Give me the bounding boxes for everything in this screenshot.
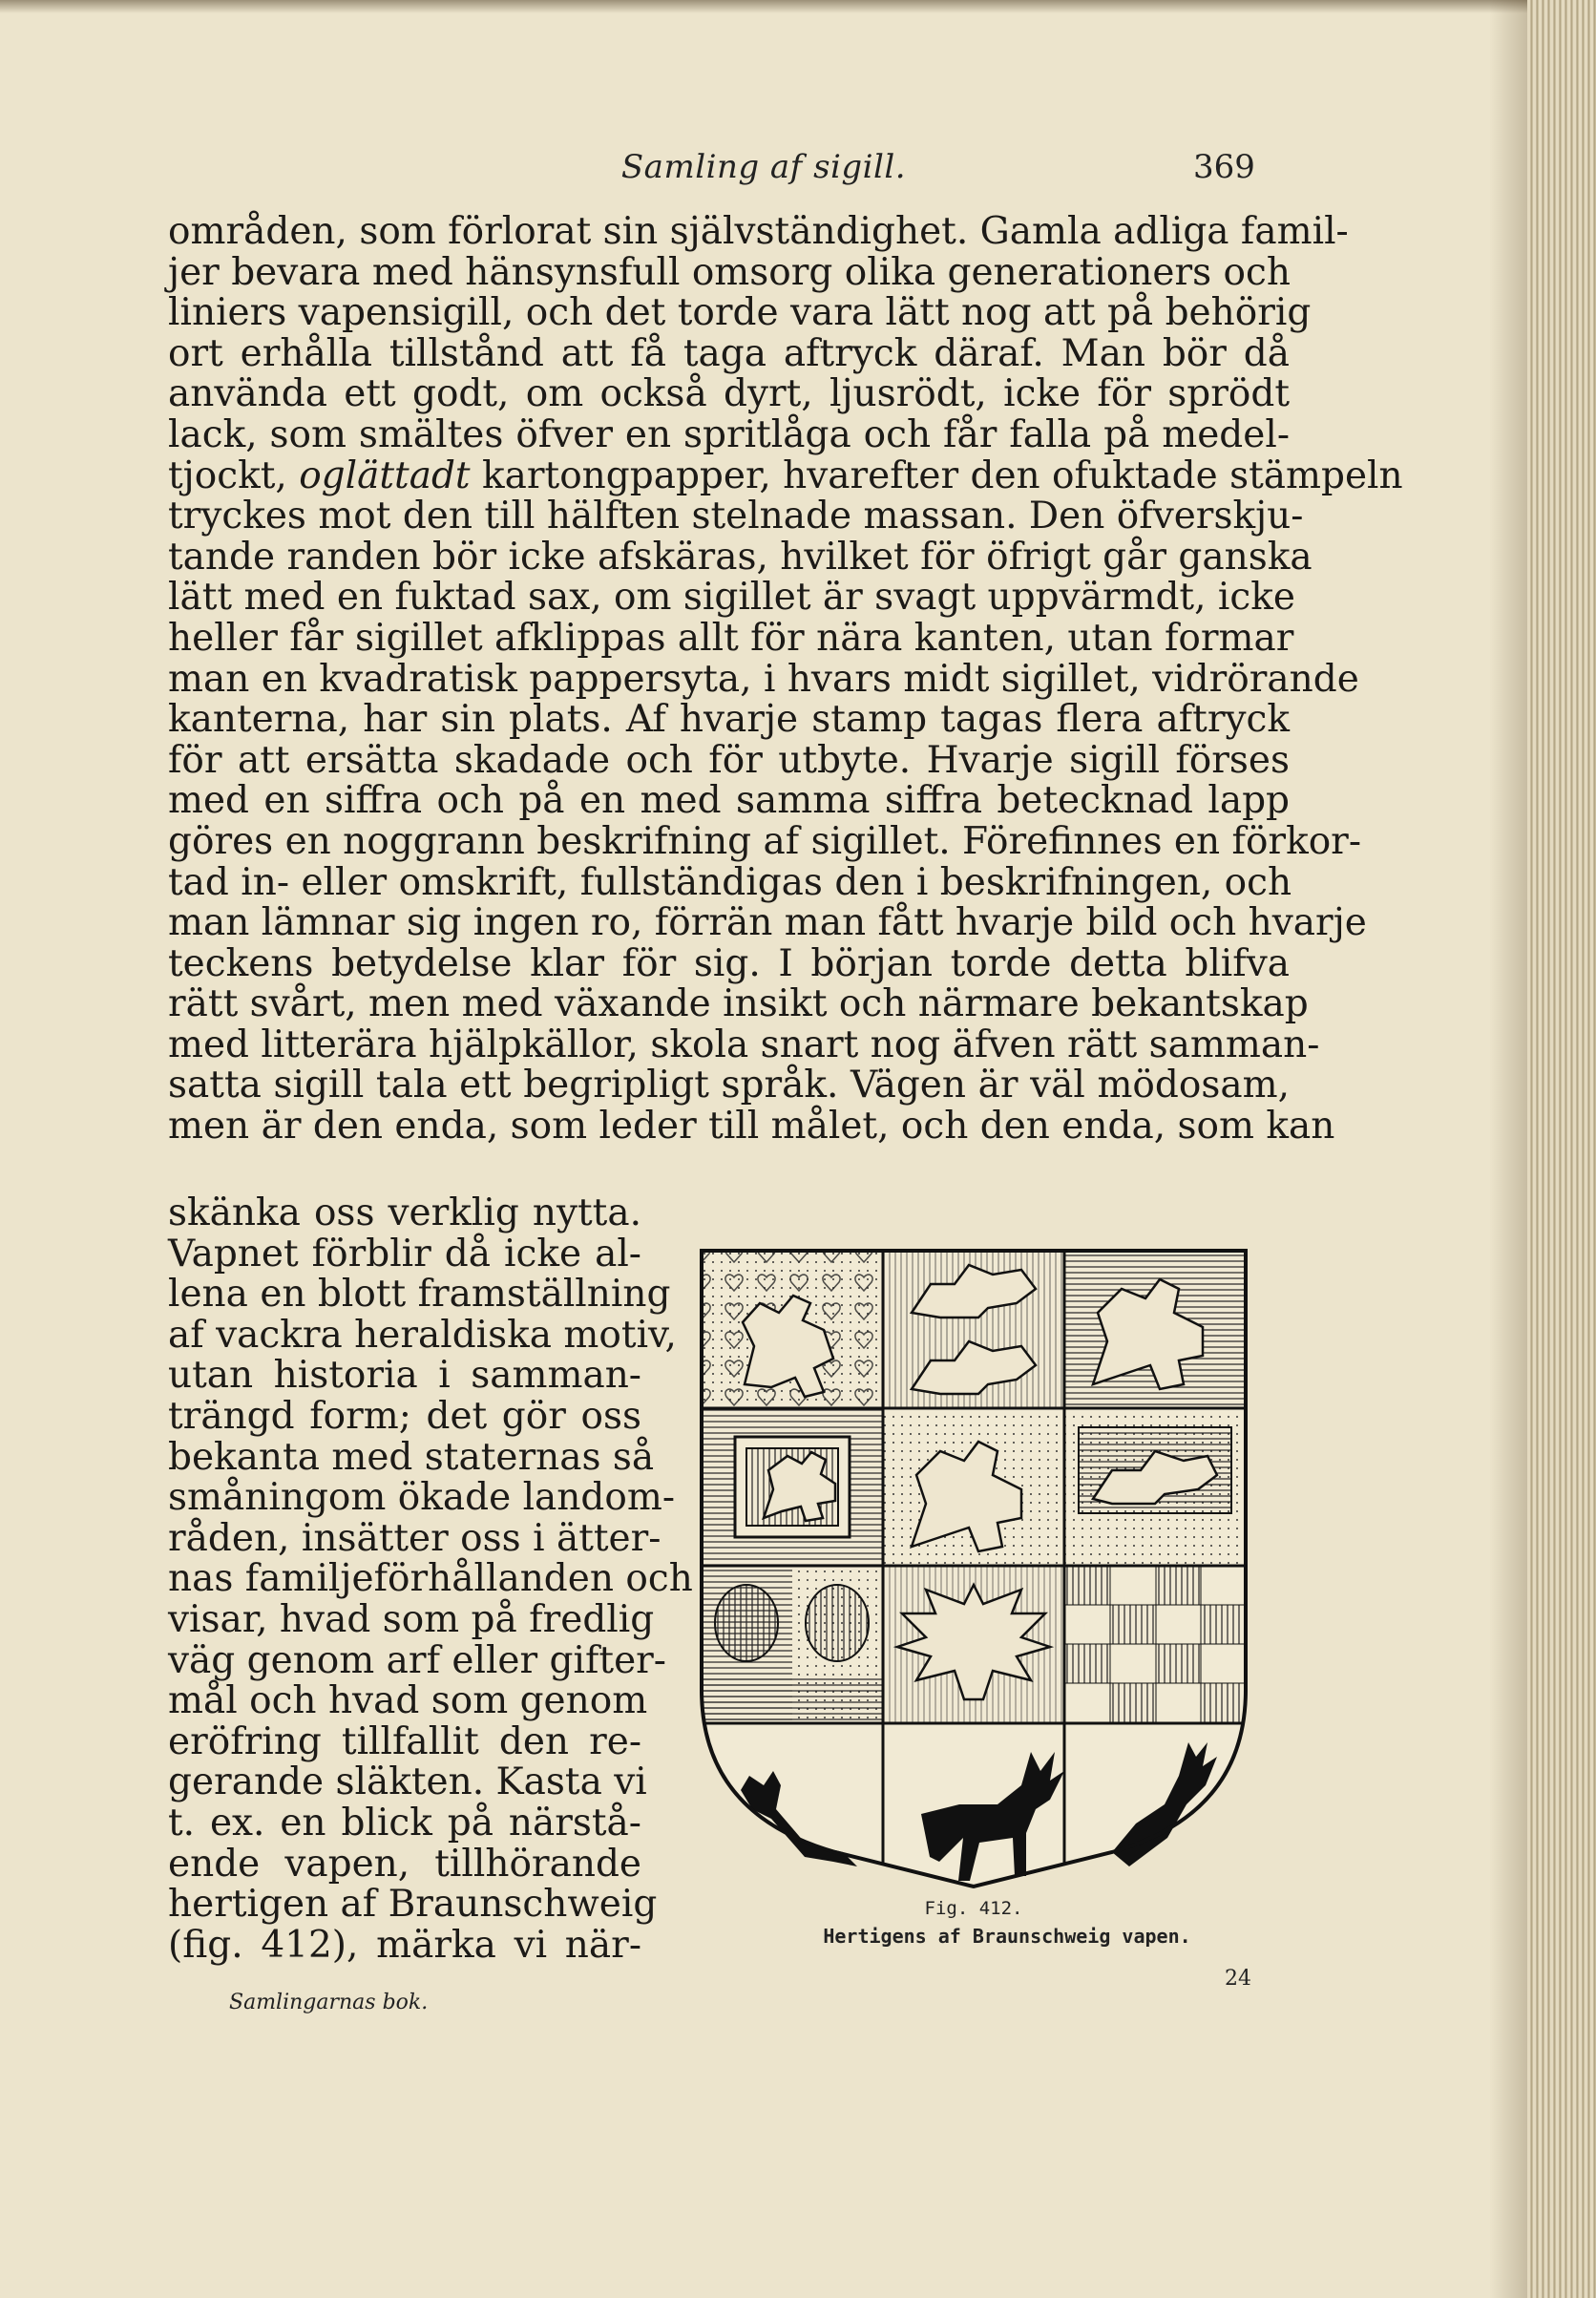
sheet-number: 24 — [1225, 1967, 1251, 1991]
text-line: tande randen bör icke afskäras, hvilket för öfrigt går ganska — [168, 535, 1312, 579]
text-line: för att ersätta skadade och för utbyte. Hvarje sigill förses — [168, 738, 1290, 782]
braunschweig-coat-of-arms — [692, 1241, 1255, 1890]
text-line: råden, insätter oss i ätter- — [168, 1516, 662, 1560]
text-line: Vapnet förblir då icke al- — [168, 1232, 641, 1275]
text-line: hertigen af Braunschweig — [168, 1883, 658, 1927]
text-line: satta sigill tala ett begripligt språk. Vägen är väl mödosam, — [168, 1064, 1290, 1107]
side-text-column — [168, 1191, 693, 1967]
text-line: man en kvadratisk pappersyta, i hvars midt sigillet, vidrörande — [168, 657, 1359, 701]
body-text — [168, 210, 1403, 1149]
text-line: (fig. 412), märka vi när- — [168, 1923, 641, 1967]
text-line: rätt svårt, men med växande insikt och närmare bekantskap — [168, 982, 1309, 1026]
text-line: väg genom arf eller gifter- — [168, 1638, 666, 1682]
text-line: gerande släkten. Kasta vi — [168, 1760, 647, 1804]
text-line: med litterära hjälpkällor, skola snart nog äfven rätt samman- — [168, 1023, 1320, 1066]
page-number: 369 — [1193, 148, 1255, 186]
text-line: trängd form; det gör oss — [168, 1394, 641, 1438]
text-line: man lämnar sig ingen ro, förrän man fått hvarje bild och hvarje — [168, 901, 1367, 945]
text-line: skänka oss verklig nytta. — [168, 1191, 641, 1234]
text-line: heller får sigillet afklippas allt för nära kanten, utan formar — [168, 616, 1294, 660]
page-stack-edges — [1527, 0, 1596, 2298]
running-title: Samling af sigill. — [620, 148, 907, 186]
page-shadow — [1489, 0, 1527, 2298]
text-line: använda ett godt, om också dyrt, ljusrödt, icke för sprödt — [168, 372, 1290, 416]
text-line: ende vapen, tillhörande — [168, 1842, 641, 1886]
text-line: småningom ökade landom- — [168, 1476, 676, 1520]
text-line: tjockt, oglättadt kartongpapper, hvarefter den ofuktade stämpeln — [168, 453, 1403, 497]
text-line: bekanta med staternas så — [168, 1435, 655, 1479]
text-line: teckens betydelse klar för sig. I början torde detta blifva — [168, 941, 1290, 985]
text-line: områden, som förlorat sin självständighet. Gamla adliga famil- — [168, 210, 1349, 253]
text-line: lena en blott framställning — [168, 1273, 671, 1317]
text-line: göres en noggrann beskrifning af sigillet. Förefinnes en förkor- — [168, 819, 1361, 863]
text-line: t. ex. en blick på närstå- — [168, 1801, 641, 1845]
text-line: lack, som smältes öfver en spritlåga och får falla på medel- — [168, 412, 1290, 456]
text-line: tad in- eller omskrift, fullständigas den i beskrifningen, och — [168, 860, 1292, 904]
text-line: eröfring tillfallit den re- — [168, 1719, 641, 1763]
coat-of-arms-figure — [692, 1241, 1255, 1890]
text-line: ort erhålla tillstånd att få taga aftryck däraf. Man bör då — [168, 331, 1290, 375]
text-line: mål och hvad som genom — [168, 1679, 648, 1723]
text-line: liniers vapensigill, och det torde vara lätt nog att på behörig — [168, 291, 1312, 335]
figure-caption: Hertigens af Braunschweig vapen. — [823, 1925, 1191, 1948]
text-line: med en siffra och på en med samma siffra betecknad lapp — [168, 779, 1290, 823]
text-line: kanterna, har sin plats. Af hvarje stamp tagas flera aftryck — [168, 698, 1290, 742]
figure-number: Fig. 412. — [924, 1898, 1023, 1919]
text-line: nas familjeförhållanden och — [168, 1557, 693, 1601]
text-line: utan historia i samman- — [168, 1354, 641, 1398]
page-top-edge — [0, 0, 1527, 13]
signature-mark: Samlingarnas bok. — [229, 1991, 429, 2014]
text-line: men är den enda, som leder till målet, och den enda, som kan — [168, 1105, 1335, 1149]
text-line: af vackra heraldiska motiv, — [168, 1313, 677, 1357]
text-line: jer bevara med hänsynsfull omsorg olika generationers och — [168, 250, 1291, 294]
text-line: tryckes mot den till hälften stelnade massan. Den öfverskju- — [168, 495, 1304, 538]
text-line: visar, hvad som på fredlig — [168, 1597, 655, 1641]
text-line: lätt med en fuktad sax, om sigillet är svagt uppvärmdt, icke — [168, 576, 1295, 620]
